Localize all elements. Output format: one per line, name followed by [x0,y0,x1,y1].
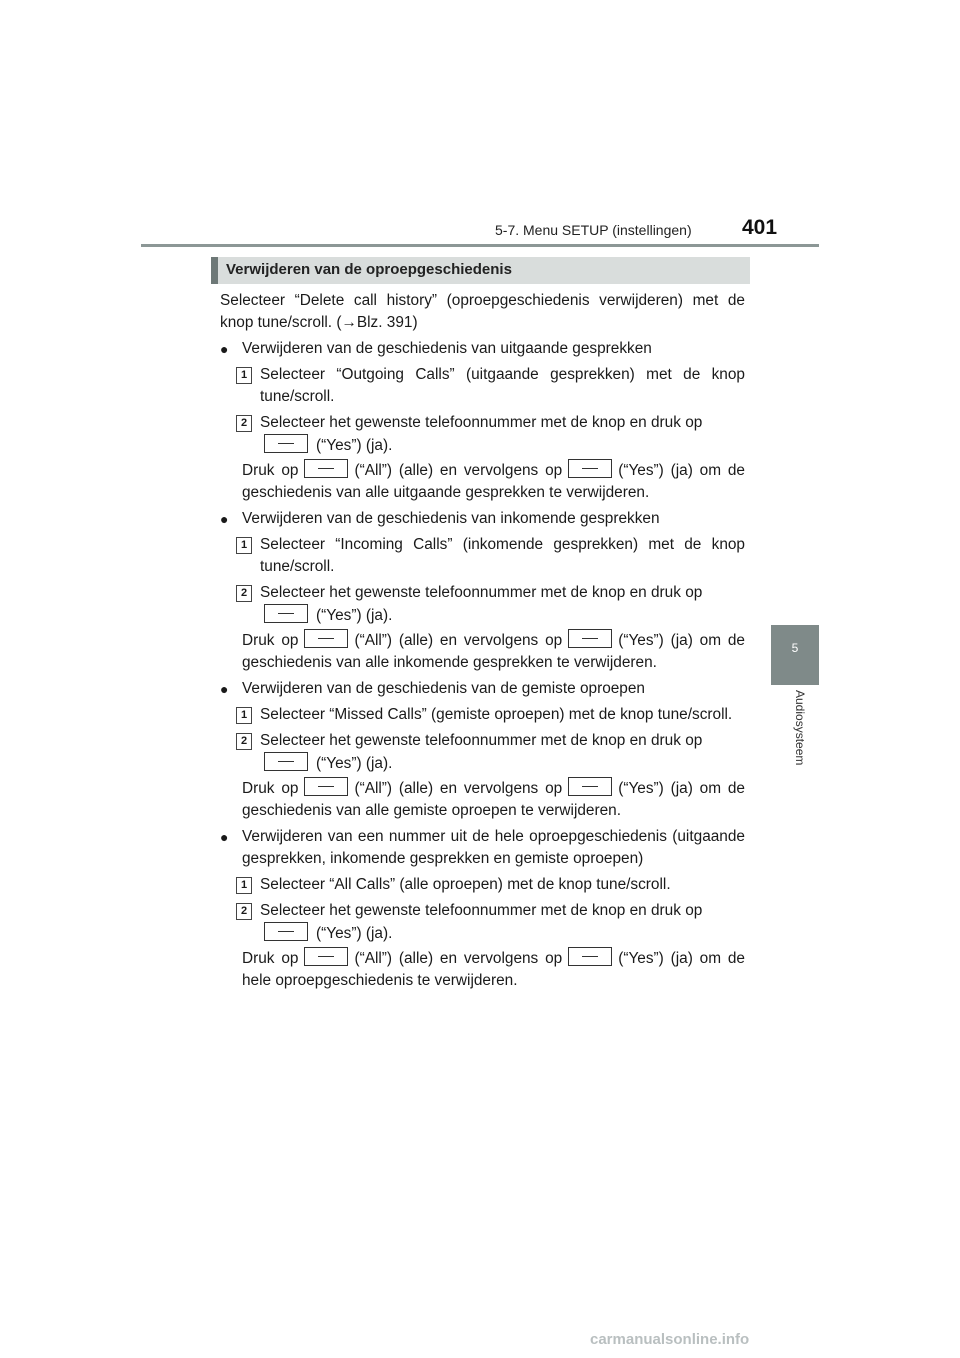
step-text-tail: (“Yes”) (ja). [316,607,393,624]
note-text: (“All”) (alle) en vervolgens op [354,462,563,479]
step-number-2: 2 [236,903,252,920]
step-1 [220,704,745,726]
note-text: Druk op [242,780,299,797]
page-number: 401 [742,216,778,239]
step-number-1: 1 [236,367,252,384]
note-text: (“Yes”) (ja) om de geschiedenis van alle uitgaande gesprekken te verwijderen. [242,462,745,501]
step-number-2: 2 [236,415,252,432]
bullet-icon: ● [220,511,229,527]
step-text: Selecteer “Missed Calls” (gemiste oproepen) met de knop tune/scroll. [260,706,733,723]
step-number-1: 1 [236,707,252,724]
delete-all-note [220,629,745,674]
step-1 [220,534,745,578]
all-key-icon [304,777,348,796]
bullet-text: Verwijderen van de geschiedenis van de gemiste oproepen [242,680,645,697]
step-1 [220,874,745,896]
step-text-tail: (“Yes”) (ja). [316,925,393,942]
main-content [220,290,745,992]
all-key-icon [304,947,348,966]
bullet-missed [220,678,745,700]
yes-key-icon [568,629,612,648]
yes-key-icon [568,947,612,966]
all-key-icon [304,629,348,648]
step-text: Selecteer het gewenste telefoonnummer met de knop en druk op [260,732,703,749]
bullet-incoming [220,508,745,530]
bullet-outgoing [220,338,745,360]
yes-key-icon [264,604,308,623]
step-text-tail: (“Yes”) (ja). [316,755,393,772]
note-text: (“Yes”) (ja) om de geschiedenis van alle inkomende gesprekken te verwijderen. [242,632,745,671]
note-text: (“Yes”) (ja) om de geschiedenis van alle gemiste oproepen te verwijderen. [242,780,745,819]
note-text: Druk op [242,462,299,479]
yes-key-icon [264,922,308,941]
note-text: (“All”) (alle) en vervolgens op [354,632,563,649]
step-text: Selecteer “Incoming Calls” (inkomende gesprekken) met de knop tune/scroll. [260,536,745,575]
yes-key-icon [264,752,308,771]
all-key-icon [304,459,348,478]
note-text: (“Yes”) (ja) om de hele oproepgeschiedenis te verwijderen. [242,950,745,989]
step-text: Selecteer het gewenste telefoonnummer met de knop en druk op [260,902,703,919]
step-text-tail: (“Yes”) (ja). [316,437,393,454]
section-title: 5-7. Menu SETUP (instellingen) [495,222,692,238]
step-2 [220,900,745,945]
bullet-icon: ● [220,341,229,357]
header-divider [141,244,819,247]
note-text: (“All”) (alle) en vervolgens op [354,780,563,797]
delete-all-note [220,459,745,504]
note-text: (“All”) (alle) en vervolgens op [354,950,563,967]
section-heading [211,257,750,284]
step-2 [220,412,745,457]
step-2 [220,582,745,627]
step-1 [220,364,745,408]
bullet-text: Verwijderen van de geschiedenis van uitgaande gesprekken [242,340,652,357]
yes-key-icon [264,434,308,453]
bullet-icon: ● [220,681,229,697]
intro-paragraph: Selecteer “Delete call history” (oproepgeschiedenis verwijderen) met de knop tune/scroll. (→Blz. 391) [220,292,745,331]
step-text: Selecteer het gewenste telefoonnummer met de knop en druk op [260,414,703,431]
chapter-label: Audiosysteem [793,690,807,766]
step-number-2: 2 [236,585,252,602]
step-number-1: 1 [236,877,252,894]
bullet-text: Verwijderen van een nummer uit de hele oproepgeschiedenis (uitgaande gesprekken, inkomende gesprekken en gemiste oproepen) [242,828,745,867]
step-text: Selecteer “Outgoing Calls” (uitgaande gesprekken) met de knop tune/scroll. [260,366,745,405]
note-text: Druk op [242,950,299,967]
step-text: Selecteer het gewenste telefoonnummer met de knop en druk op [260,584,703,601]
step-number-2: 2 [236,733,252,750]
bullet-icon: ● [220,829,229,845]
step-number-1: 1 [236,537,252,554]
watermark: carmanualsonline.info [590,1331,750,1348]
yes-key-icon [568,459,612,478]
heading-text: Verwijderen van de oproepgeschiedenis [226,261,512,278]
bullet-all-calls [220,826,745,870]
delete-all-note [220,947,745,992]
delete-all-note [220,777,745,822]
heading-accent-bar [211,257,218,284]
bullet-text: Verwijderen van de geschiedenis van inkomende gesprekken [242,510,660,527]
note-text: Druk op [242,632,299,649]
chapter-tab: 5 [771,625,819,685]
step-text: Selecteer “All Calls” (alle oproepen) met de knop tune/scroll. [260,876,671,893]
step-2 [220,730,745,775]
yes-key-icon [568,777,612,796]
